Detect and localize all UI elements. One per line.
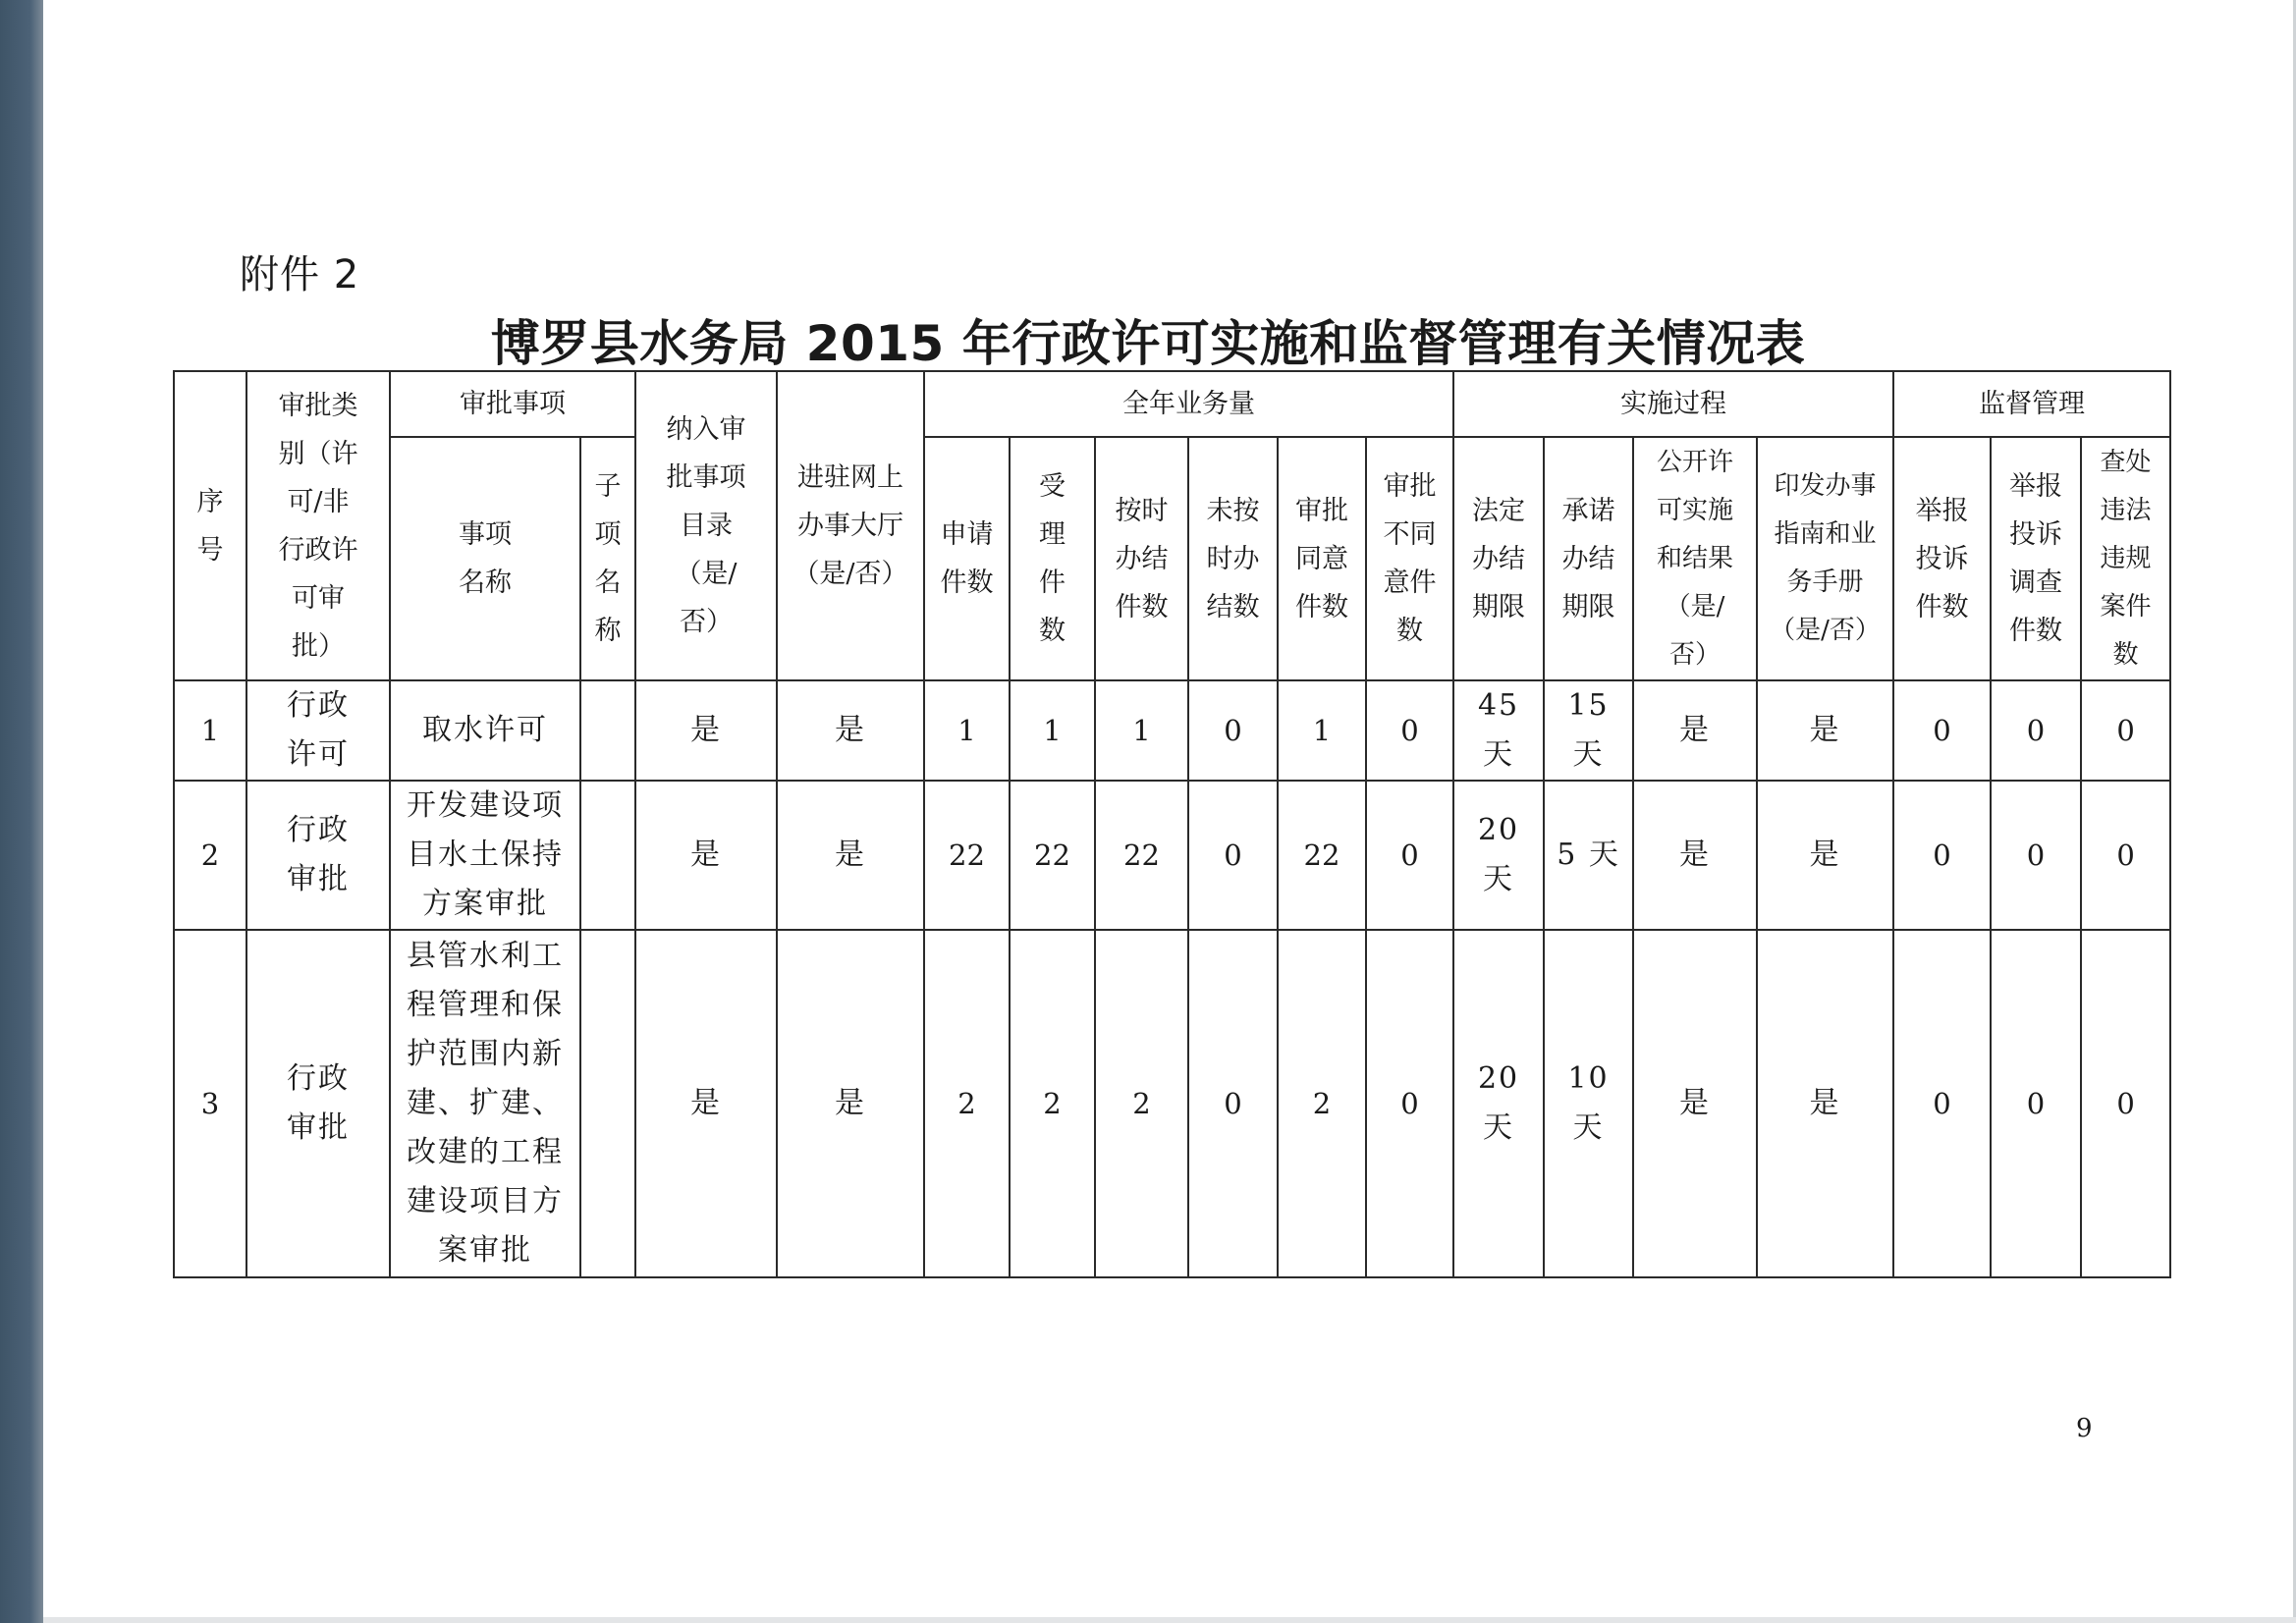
cell-guide-manual: 是 xyxy=(1757,930,1893,1277)
header-row-2 xyxy=(174,437,2170,680)
table-row xyxy=(174,930,2170,1277)
cell-violations: 0 xyxy=(2081,930,2170,1277)
cell-accepted: 2 xyxy=(1010,930,1095,1277)
cell-investigated: 0 xyxy=(1991,680,2081,781)
table-row xyxy=(174,781,2170,930)
cell-promised-limit: 15天 xyxy=(1544,680,1633,781)
page-number: 9 xyxy=(2076,1414,2093,1443)
cell-public-results: 是 xyxy=(1633,781,1757,930)
header-seq: 序号 xyxy=(174,371,246,680)
attachment-label: 附件 2 xyxy=(240,252,360,298)
scan-edge-left xyxy=(0,0,43,1623)
header-not-on-time: 未按时办结数 xyxy=(1188,437,1278,680)
cell-seq: 3 xyxy=(174,930,246,1277)
cell-category: 行政许可 xyxy=(246,680,390,781)
header-online-hall: 进驻网上办事大厅（是/否） xyxy=(777,371,924,680)
header-promised-limit: 承诺办结期限 xyxy=(1544,437,1633,680)
cell-investigated: 0 xyxy=(1991,781,2081,930)
header-process: 实施过程 xyxy=(1453,371,1893,437)
cell-legal-limit: 20天 xyxy=(1453,930,1544,1277)
scan-edge-bottom xyxy=(43,1617,2296,1623)
header-violations: 查处违法违规案件数 xyxy=(2081,437,2170,680)
header-disapproved: 审批不同意件数 xyxy=(1366,437,1453,680)
cell-accepted: 22 xyxy=(1010,781,1095,930)
header-investigated: 举报投诉调查件数 xyxy=(1991,437,2081,680)
cell-category: 行政审批 xyxy=(246,781,390,930)
header-applications: 申请件数 xyxy=(924,437,1010,680)
cell-sub-item xyxy=(580,680,635,781)
cell-violations: 0 xyxy=(2081,781,2170,930)
cell-approved: 1 xyxy=(1278,680,1366,781)
header-sub-item-name: 子项名称 xyxy=(580,437,635,680)
cell-public-results: 是 xyxy=(1633,930,1757,1277)
cell-item-name: 县管水利工程管理和保护范围内新建、扩建、改建的工程建设项目方案审批 xyxy=(390,930,580,1277)
cell-approved: 2 xyxy=(1278,930,1366,1277)
cell-not-on-time: 0 xyxy=(1188,781,1278,930)
header-on-time: 按时办结件数 xyxy=(1095,437,1188,680)
cell-accepted: 1 xyxy=(1010,680,1095,781)
cell-online-hall: 是 xyxy=(777,930,924,1277)
cell-disapproved: 0 xyxy=(1366,680,1453,781)
header-item-name: 事项名称 xyxy=(390,437,580,680)
cell-in-catalog: 是 xyxy=(635,680,777,781)
report-table-wrapper xyxy=(173,370,2169,1273)
cell-violations: 0 xyxy=(2081,680,2170,781)
cell-disapproved: 0 xyxy=(1366,781,1453,930)
cell-approved: 22 xyxy=(1278,781,1366,930)
cell-complaints: 0 xyxy=(1893,680,1991,781)
report-table xyxy=(173,370,2171,1278)
header-public-results: 公开许可实施和结果（是/否） xyxy=(1633,437,1757,680)
header-annual-volume: 全年业务量 xyxy=(924,371,1453,437)
cell-legal-limit: 20天 xyxy=(1453,781,1544,930)
header-approval-item: 审批事项 xyxy=(390,371,635,437)
cell-seq: 2 xyxy=(174,781,246,930)
cell-on-time: 2 xyxy=(1095,930,1188,1277)
cell-seq: 1 xyxy=(174,680,246,781)
header-supervision: 监督管理 xyxy=(1893,371,2170,437)
cell-complaints: 0 xyxy=(1893,930,1991,1277)
cell-not-on-time: 0 xyxy=(1188,930,1278,1277)
cell-item-name: 开发建设项目水土保持方案审批 xyxy=(390,781,580,930)
cell-category: 行政审批 xyxy=(246,930,390,1277)
cell-promised-limit: 5 天 xyxy=(1544,781,1633,930)
cell-on-time: 22 xyxy=(1095,781,1188,930)
header-complaints: 举报投诉件数 xyxy=(1893,437,1991,680)
cell-applications: 22 xyxy=(924,781,1010,930)
cell-applications: 1 xyxy=(924,680,1010,781)
cell-investigated: 0 xyxy=(1991,930,2081,1277)
cell-promised-limit: 10天 xyxy=(1544,930,1633,1277)
cell-guide-manual: 是 xyxy=(1757,781,1893,930)
header-guide-manual: 印发办事指南和业务手册（是/否） xyxy=(1757,437,1893,680)
cell-online-hall: 是 xyxy=(777,781,924,930)
header-category: 审批类别（许可/非行政许可审批） xyxy=(246,371,390,680)
cell-sub-item xyxy=(580,930,635,1277)
cell-not-on-time: 0 xyxy=(1188,680,1278,781)
cell-legal-limit: 45天 xyxy=(1453,680,1544,781)
table-row xyxy=(174,680,2170,781)
header-row-1 xyxy=(174,371,2170,437)
cell-in-catalog: 是 xyxy=(635,930,777,1277)
document-title: 博罗县水务局 2015 年行政许可实施和监督管理有关情况表 xyxy=(490,315,1806,372)
cell-disapproved: 0 xyxy=(1366,930,1453,1277)
cell-applications: 2 xyxy=(924,930,1010,1277)
cell-on-time: 1 xyxy=(1095,680,1188,781)
cell-in-catalog: 是 xyxy=(635,781,777,930)
header-accepted: 受理件数 xyxy=(1010,437,1095,680)
cell-guide-manual: 是 xyxy=(1757,680,1893,781)
header-legal-limit: 法定办结期限 xyxy=(1453,437,1544,680)
cell-online-hall: 是 xyxy=(777,680,924,781)
header-in-catalog: 纳入审批事项目录（是/否） xyxy=(635,371,777,680)
cell-sub-item xyxy=(580,781,635,930)
cell-public-results: 是 xyxy=(1633,680,1757,781)
header-approved: 审批同意件数 xyxy=(1278,437,1366,680)
cell-item-name: 取水许可 xyxy=(390,680,580,781)
cell-complaints: 0 xyxy=(1893,781,1991,930)
